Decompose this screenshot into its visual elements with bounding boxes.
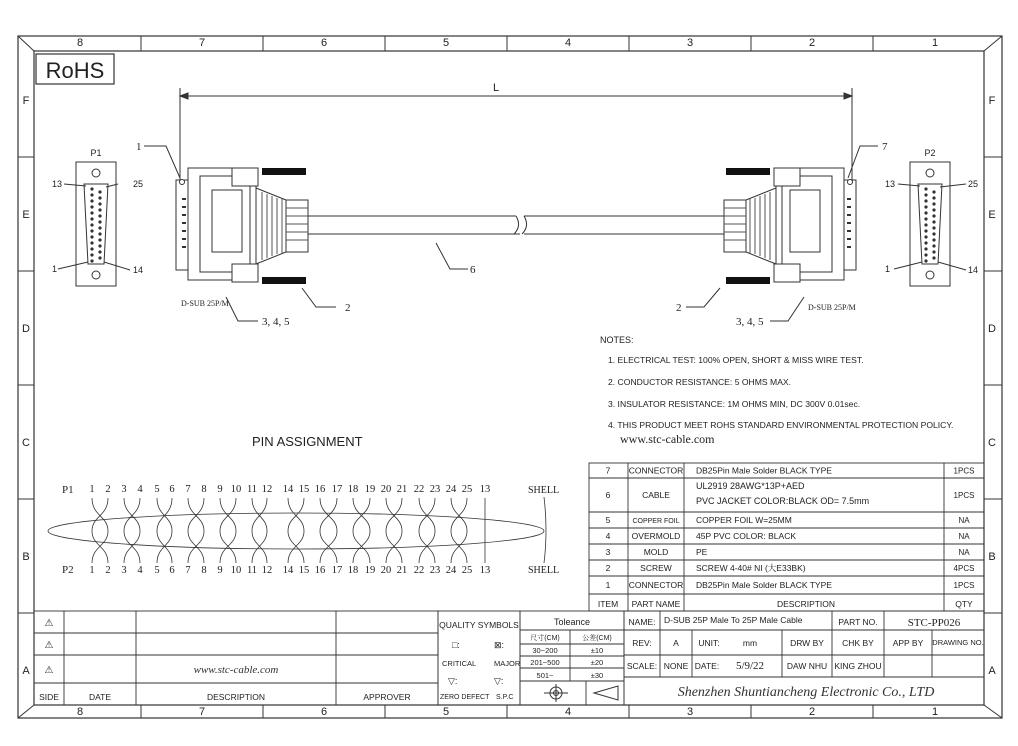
zone-row-label: C — [988, 437, 996, 449]
pin-number-top: 25 — [461, 484, 473, 495]
pin-number-top: 20 — [380, 484, 392, 495]
face-pin — [924, 187, 927, 190]
face-pin — [932, 196, 935, 199]
zone-col-label: 4 — [564, 706, 572, 718]
face-pin — [98, 190, 101, 193]
pin-number-bottom: 11 — [246, 565, 258, 576]
quality-zero-defect: ZERO DEFECT — [440, 694, 490, 701]
shell-bracket — [544, 497, 546, 563]
title-date: 5/9/22 — [735, 660, 765, 672]
face-pin — [932, 190, 935, 193]
note-3: 3. INSULATOR RESISTANCE: 1M OHMS MIN, DC 300V 0.01sec. — [608, 399, 861, 409]
bom-item: 4 — [605, 531, 611, 541]
zone-row-label: C — [22, 437, 30, 449]
face-pin — [924, 211, 927, 214]
face-pin — [932, 244, 935, 247]
pin-number-top: 2 — [105, 484, 111, 495]
pin-number-bottom: 18 — [347, 565, 359, 576]
face-pin — [98, 208, 101, 211]
pin-number-top: 9 — [217, 484, 223, 495]
quality-sym4: ▽: — [494, 676, 504, 686]
face-pin — [932, 232, 935, 235]
pin-shell-top: SHELL — [528, 485, 560, 496]
callout-2-right: 2 — [676, 302, 682, 314]
pin-p2-label: P2 — [62, 564, 74, 576]
face-pin — [98, 226, 101, 229]
bom-qty: 1PCS — [953, 466, 975, 476]
bom-header-item: ITEM — [597, 599, 619, 609]
bom-item: 3 — [605, 547, 611, 557]
zone-row-label: D — [988, 323, 996, 335]
zone-col-label: 6 — [320, 37, 328, 49]
p1-name: P1 — [90, 148, 102, 158]
zone-row-label: E — [988, 209, 996, 221]
title-app-by: APP BY — [892, 638, 924, 648]
quality-major: MAJOR — [494, 659, 521, 668]
pin-assignment-title: PIN ASSIGNMENT — [252, 434, 363, 449]
pin-number-top: 6 — [169, 484, 175, 495]
face-pin — [932, 238, 935, 241]
zone-row-label: D — [22, 323, 30, 335]
bom-item: 1 — [605, 580, 611, 590]
bom-part: CONNECTOR — [628, 580, 684, 590]
face-pin — [98, 232, 101, 235]
pin-number-bottom: 15 — [298, 565, 310, 576]
bom-header-part: PART NAME — [631, 599, 681, 609]
face-pin — [924, 223, 927, 226]
bom-part: CONNECTOR — [628, 465, 684, 476]
pin-number-bottom: 9 — [217, 565, 223, 576]
zone-col-label: 8 — [76, 706, 84, 718]
shield-ellipse — [48, 513, 544, 549]
projection-symbol — [544, 684, 618, 702]
notes-url: www.stc-cable.com — [620, 432, 715, 446]
pin-number-top: 4 — [137, 484, 143, 495]
pin-number-bottom: 1 — [89, 565, 95, 576]
quality-title: QUALITY SYMBOLS — [439, 620, 519, 630]
face-pin — [924, 241, 927, 244]
pin-number-bottom: 6 — [169, 565, 175, 576]
face-pin — [924, 235, 927, 238]
p2-name: P2 — [924, 148, 936, 158]
title-scale: NONE — [663, 661, 689, 671]
face-pin — [90, 229, 93, 232]
left-connector — [176, 168, 308, 282]
face-pin — [90, 235, 93, 238]
pin-number-top: 13 — [479, 484, 491, 495]
quality-sym2: ⊠: — [494, 640, 505, 650]
bom-desc: COPPER FOIL W=25MM — [696, 515, 792, 525]
pin-number-top: 8 — [201, 484, 207, 495]
face-pin — [932, 250, 935, 253]
quality-sym3: ▽: — [448, 676, 458, 686]
p2-top-left: 13 — [885, 179, 896, 189]
bom-qty: NA — [958, 532, 970, 541]
zone-row-label: E — [22, 209, 30, 221]
title-drawing-no: DRAWING NO. — [932, 638, 984, 647]
title-unit-label: UNIT: — [698, 638, 720, 648]
pin-number-top: 19 — [364, 484, 376, 495]
callout-6: 6 — [470, 264, 476, 276]
bom-part: COPPER FOIL — [632, 518, 680, 525]
zone-ticks — [18, 36, 1002, 718]
pin-number-bottom: 12 — [261, 565, 273, 576]
rev-header-date: DATE — [88, 692, 112, 702]
bom-header-desc: DESCRIPTION — [776, 599, 836, 609]
bom-qty: 1PCS — [953, 491, 975, 500]
zone-row-label: A — [988, 665, 996, 677]
zone-col-label: 7 — [198, 37, 206, 49]
zone-col-label: 3 — [686, 37, 694, 49]
zone-col-label: 2 — [808, 706, 816, 718]
zone-col-label: 3 — [686, 706, 694, 718]
company-name: Shenzhen Shuntiancheng Electronic Co., LTD — [677, 685, 935, 700]
pin-number-bottom: 14 — [282, 565, 294, 576]
face-pin — [98, 238, 101, 241]
title-scale-label: SCALE: — [626, 661, 658, 671]
p1-connector-face — [76, 162, 116, 286]
callout-7: 7 — [882, 141, 888, 153]
pin-number-top: 1 — [89, 484, 95, 495]
face-pin — [924, 247, 927, 250]
quality-critical: CRITICAL — [442, 659, 477, 668]
face-pin — [924, 205, 927, 208]
revision-url: www.stc-cable.com — [193, 664, 279, 676]
pin-number-top: 23 — [429, 484, 441, 495]
face-pin — [98, 244, 101, 247]
zone-row-label: B — [22, 551, 30, 563]
p1-top-left: 13 — [52, 179, 63, 189]
title-unit: mm — [742, 638, 758, 648]
title-date-label: DATE: — [694, 661, 720, 671]
face-pin — [90, 253, 93, 256]
bom-header-qty: QTY — [955, 599, 973, 609]
tolerance-range: 501~ — [536, 671, 554, 680]
pin-number-bottom: 4 — [137, 565, 143, 576]
face-pin — [90, 259, 93, 262]
face-pin — [90, 211, 93, 214]
pin-number-bottom: 7 — [185, 565, 191, 576]
title-part-no-label: PART NO. — [838, 617, 878, 627]
pin-number-top: 10 — [230, 484, 242, 495]
pin-number-top: 3 — [121, 484, 127, 495]
face-pin — [932, 214, 935, 217]
tolerance-value: ±30 — [590, 671, 604, 680]
pin-number-bottom: 20 — [380, 565, 392, 576]
pin-twisted-pairs — [92, 498, 485, 563]
title-rev: A — [673, 638, 679, 648]
pin-shell-bottom: SHELL — [528, 565, 560, 576]
p2-bottom-right: 14 — [968, 265, 979, 275]
tolerance-range: 201~500 — [530, 658, 560, 667]
tolerance-rows — [530, 646, 603, 680]
face-pin — [90, 247, 93, 250]
dsub-label-left: D-SUB 25P/M — [181, 299, 229, 308]
face-pin — [90, 205, 93, 208]
callout-345-right: 3, 4, 5 — [736, 316, 764, 328]
rev-mark-1: ⚠ — [44, 618, 54, 629]
callout-2-left: 2 — [345, 302, 351, 314]
title-chk-by: CHK BY — [842, 638, 874, 648]
title-drw-by: DRW BY — [790, 638, 824, 648]
drawing-frame — [18, 36, 1002, 718]
pin-number-bottom: 21 — [396, 565, 408, 576]
pin-number-top: 17 — [331, 484, 343, 495]
rev-header-side: SIDE — [39, 692, 59, 702]
title-checker: KING ZHOU — [834, 661, 882, 671]
rev-header-description: DESCRIPTION — [206, 692, 266, 702]
title-name-label: NAME: — [628, 617, 656, 627]
bom-qty: 4PCS — [953, 564, 975, 573]
pin-number-bottom: 13 — [479, 565, 491, 576]
zone-labels — [22, 37, 996, 718]
face-pin — [924, 217, 927, 220]
right-connector — [724, 168, 856, 282]
rev-mark-3: ⚠ — [44, 665, 54, 676]
pin-number-top: 18 — [347, 484, 359, 495]
bom-part: OVERMOLD — [631, 531, 681, 541]
zone-row-label: F — [988, 95, 996, 107]
pin-number-top: 21 — [396, 484, 408, 495]
pin-number-top: 7 — [185, 484, 191, 495]
tolerance-value: ±20 — [590, 658, 604, 667]
face-pin — [90, 193, 93, 196]
face-pin — [924, 253, 927, 256]
face-pin — [924, 199, 927, 202]
bom-item: 2 — [605, 563, 611, 573]
p1-top-right: 25 — [133, 179, 144, 189]
face-pin — [90, 187, 93, 190]
bom-part: SCREW — [640, 563, 672, 573]
pin-number-top: 15 — [298, 484, 310, 495]
pin-number-bottom: 5 — [154, 565, 160, 576]
pin-number-bottom: 23 — [429, 565, 441, 576]
bom-desc: SCREW 4-40# NI (大E33BK) — [696, 563, 806, 573]
pin-number-bottom: 24 — [445, 565, 457, 576]
pin-number-bottom: 25 — [461, 565, 473, 576]
p2-connector-face — [910, 162, 950, 286]
face-pin — [90, 217, 93, 220]
bom-qty: NA — [958, 516, 970, 525]
zone-col-label: 4 — [564, 37, 572, 49]
face-pin — [924, 193, 927, 196]
left-screw-dot — [180, 180, 185, 185]
rohs-label: RoHS — [45, 58, 105, 83]
face-pin — [98, 220, 101, 223]
bom-part: CABLE — [642, 490, 670, 500]
bom-desc: PE — [696, 547, 708, 557]
pin-number-bottom: 8 — [201, 565, 207, 576]
title-name: D-SUB 25P Male To 25P Male Cable — [664, 615, 803, 625]
dsub-label-right: D-SUB 25P/M — [808, 303, 856, 312]
face-pin — [90, 241, 93, 244]
bom-item: 5 — [605, 515, 611, 525]
face-pin — [932, 226, 935, 229]
pin-number-top: 22 — [413, 484, 425, 495]
pin-p1-label: P1 — [62, 484, 74, 496]
right-screw-dot — [848, 180, 853, 185]
face-pin — [932, 208, 935, 211]
zone-col-label: 8 — [76, 37, 84, 49]
bom-item: 6 — [605, 490, 611, 500]
pin-number-top: 11 — [246, 484, 258, 495]
pin-number-top: 24 — [445, 484, 457, 495]
face-pin — [90, 199, 93, 202]
bom-part: MOLD — [643, 547, 669, 557]
tolerance-h1: 尺寸(CM) — [530, 635, 560, 642]
zone-row-label: A — [22, 665, 30, 677]
note-1: 1. ELECTRICAL TEST: 100% OPEN, SHORT & MISS WIRE TEST. — [608, 355, 864, 365]
bom-item: 7 — [605, 465, 611, 476]
face-pin — [932, 220, 935, 223]
pin-number-bottom: 3 — [121, 565, 127, 576]
pin-number-top: 5 — [154, 484, 160, 495]
notes-title: NOTES: — [600, 335, 634, 345]
pin-number-bottom: 17 — [331, 565, 343, 576]
quality-spc: S.P.C — [496, 694, 514, 701]
bom-desc: PVC JACKET COLOR:BLACK OD= 7.5mm — [696, 496, 870, 506]
face-pin — [932, 256, 935, 259]
p2-top-right: 25 — [968, 179, 979, 189]
pin-number-top: 12 — [261, 484, 273, 495]
quality-sym1: □: — [452, 640, 460, 650]
bom-qty: NA — [958, 548, 970, 557]
zone-col-label: 1 — [931, 37, 939, 49]
bom-desc: 45P PVC COLOR: BLACK — [696, 531, 796, 541]
tolerance-value: ±10 — [590, 646, 604, 655]
face-pin — [98, 214, 101, 217]
rev-mark-2: ⚠ — [44, 640, 54, 651]
pin-number-top: 14 — [282, 484, 294, 495]
bom-desc: DB25Pin Male Solder BLACK TYPE — [696, 580, 832, 590]
revision-block-grid — [34, 611, 438, 705]
bom-desc: UL2919 28AWG*13P+AED — [696, 481, 805, 491]
pin-number-bottom: 22 — [413, 565, 425, 576]
note-4: 4. THIS PRODUCT MEET ROHS STANDARD ENVIRONMENTAL PROTECTION POLICY. — [608, 420, 954, 430]
pin-number-bottom: 16 — [314, 565, 326, 576]
face-pin — [98, 256, 101, 259]
pin-numbers — [89, 484, 490, 576]
callout-1: 1 — [136, 141, 142, 153]
bom-qty: 1PCS — [953, 581, 975, 590]
pin-number-bottom: 2 — [105, 565, 111, 576]
bom-desc: DB25Pin Male Solder BLACK TYPE — [696, 465, 832, 476]
zone-col-label: 1 — [931, 706, 939, 718]
title-part-no: STC-PP026 — [907, 617, 961, 629]
p2-bottom-left: 1 — [885, 264, 891, 274]
face-pin — [924, 259, 927, 262]
face-pin — [932, 202, 935, 205]
zone-row-label: F — [22, 95, 30, 107]
title-rev-label: REV: — [632, 638, 652, 648]
face-pin — [98, 196, 101, 199]
pin-number-bottom: 19 — [364, 565, 376, 576]
pin-number-bottom: 10 — [230, 565, 242, 576]
face-pin — [924, 229, 927, 232]
tolerance-h2: 公差(CM) — [582, 635, 612, 642]
face-pin — [98, 202, 101, 205]
callout-345-left: 3, 4, 5 — [262, 316, 290, 328]
p1-bottom-right: 14 — [133, 265, 144, 275]
zone-col-label: 2 — [808, 37, 816, 49]
zone-col-label: 5 — [442, 706, 450, 718]
title-drawer: DAW NHU — [786, 661, 828, 671]
face-pin — [90, 223, 93, 226]
tolerance-range: 30~200 — [532, 646, 558, 655]
pin-number-top: 16 — [314, 484, 326, 495]
zone-col-label: 5 — [442, 37, 450, 49]
cable — [308, 216, 724, 234]
zone-col-label: 6 — [320, 706, 328, 718]
p1-bottom-left: 1 — [52, 264, 58, 274]
rev-header-approver: APPROVER — [363, 692, 411, 702]
zone-col-label: 7 — [198, 706, 206, 718]
face-pin — [98, 250, 101, 253]
zone-row-label: B — [988, 551, 996, 563]
tolerance-title: Toleance — [553, 617, 591, 627]
note-2: 2. CONDUCTOR RESISTANCE: 5 OHMS MAX. — [608, 377, 792, 387]
dimension-label: L — [492, 82, 500, 94]
